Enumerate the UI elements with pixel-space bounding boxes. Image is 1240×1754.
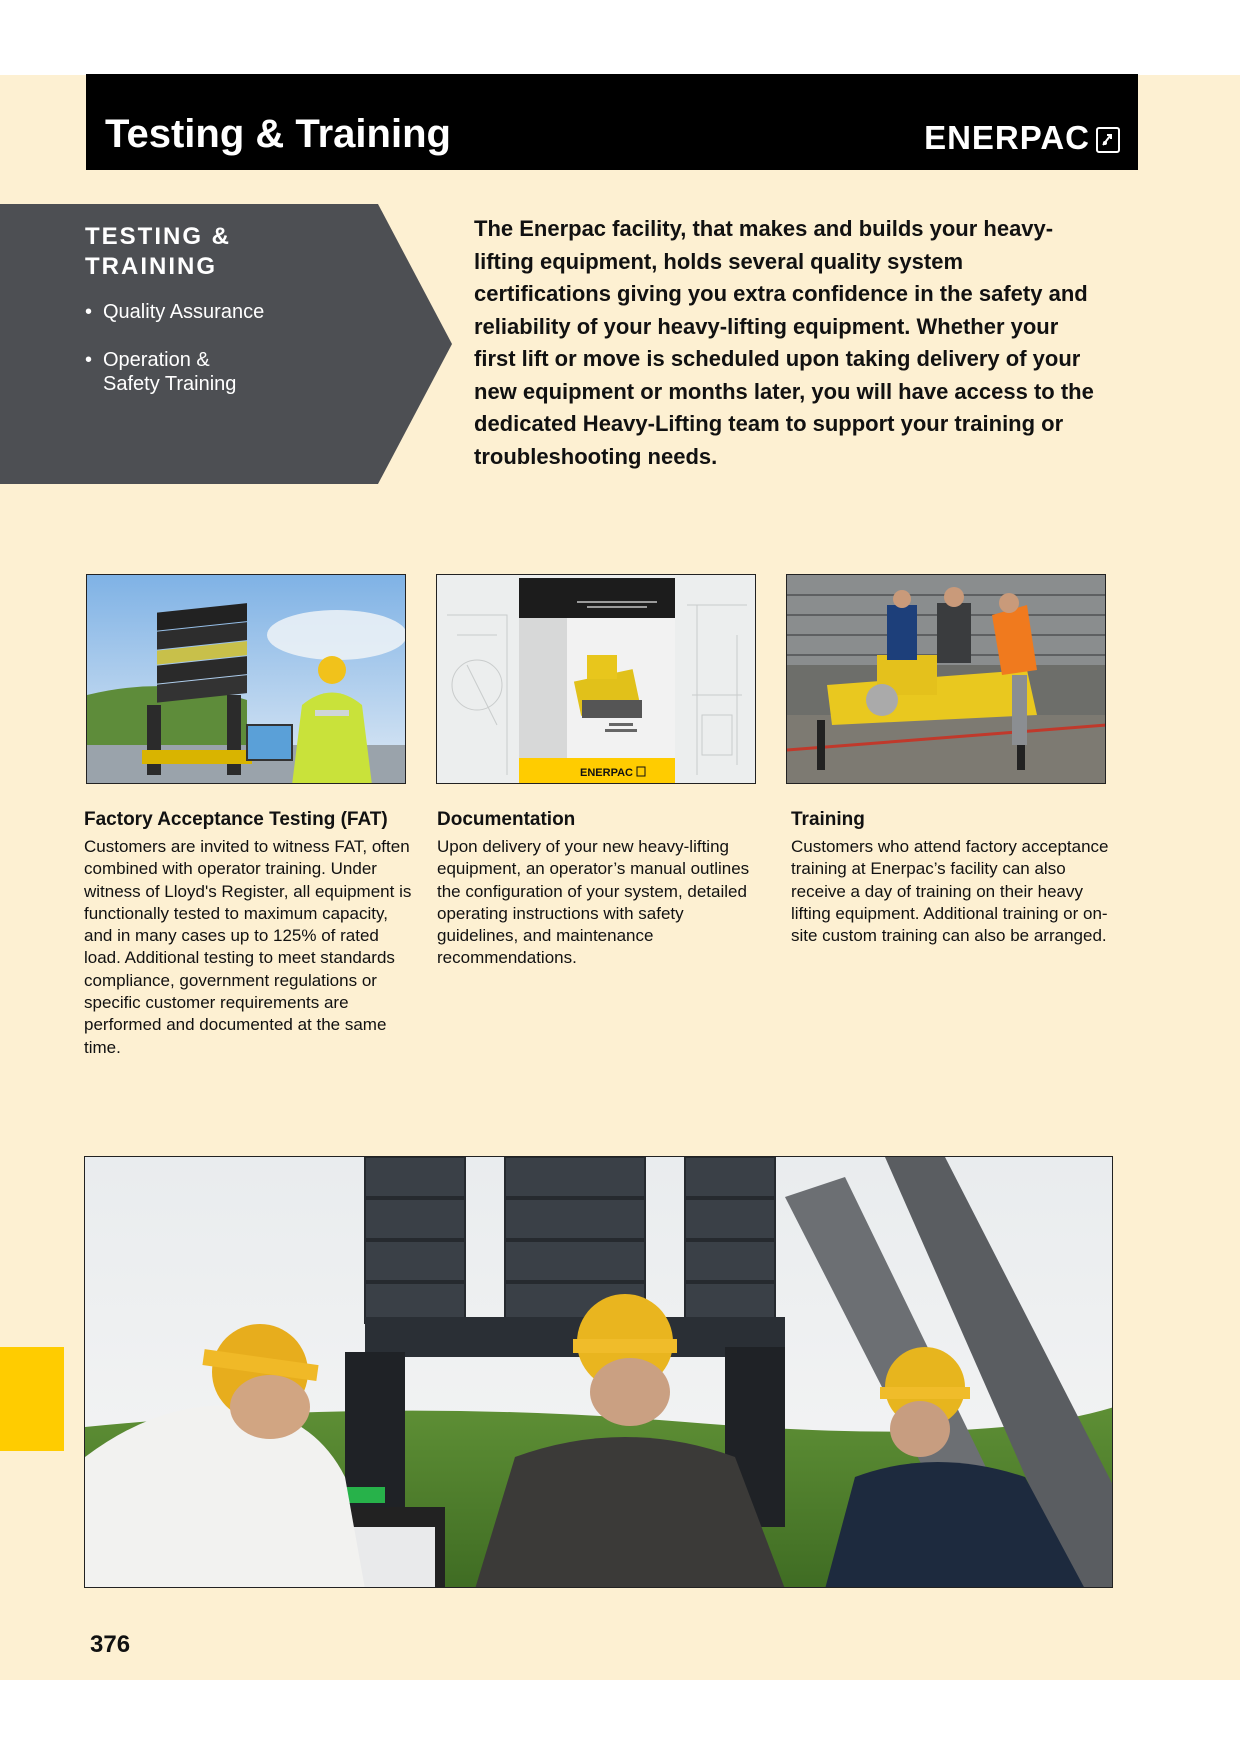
manual-photo <box>436 574 756 784</box>
hero-photo <box>84 1156 1113 1588</box>
page-number: 376 <box>90 1631 131 1658</box>
training-heading: Training <box>791 809 865 830</box>
fat-heading: Factory Acceptance Testing (FAT) <box>84 809 388 830</box>
sidebar-list <box>85 300 365 420</box>
training-description: Customers who attend factory acceptance training at Enerpac’s facility can also receive a day of training on their heavy lifting equipment. Additional training or on-site custom training can also be arranged. <box>791 837 1109 946</box>
brand-name: ENERPAC <box>924 119 1090 156</box>
fat-photo <box>86 574 406 784</box>
sidebar-item-quality-assurance: • Quality Assurance <box>85 300 365 324</box>
documentation-description: Upon delivery of your new heavy-lifting equipment, an operator’s manual outlines the configuration of your system, detailed operating instructions with safety guidelines, and maintenance recommendations. <box>437 837 750 968</box>
training-photo <box>786 574 1106 784</box>
documentation-heading: Documentation <box>437 809 576 830</box>
intro-paragraph: The Enerpac facility, that makes and builds your heavy-lifting equipment, holds several quality system certifications giving you extra confidence in the safety and reliability of your heavy-lifting equipment. Whether your first lift or move is scheduled upon taking delivery of your new equipment or months later, you will have access to the dedicated Heavy-Lifting team to support your training or troubleshooting needs. <box>474 216 1094 469</box>
brand-logo <box>924 118 1120 158</box>
manual-cover-brand: ENERPAC <box>580 767 633 779</box>
enerpac-mark-icon <box>1096 127 1120 153</box>
page-title: Testing & Training <box>105 112 451 156</box>
fat-description: Customers are invited to witness FAT, often combined with operator training. Under witness of Lloyd's Register, all equipment is functionally tested to maximum capacity, and in many cases up to 125% of rated load. Additional testing to meet standards compliance, government regulations or specific customer requirements are performed and documented at the same time. <box>84 837 412 1057</box>
sidebar-item-operation-safety-training: • Operation & Safety Training <box>85 348 253 396</box>
section-tab-marker <box>0 1347 64 1451</box>
sidebar-heading: TESTING & TRAINING <box>85 223 232 280</box>
